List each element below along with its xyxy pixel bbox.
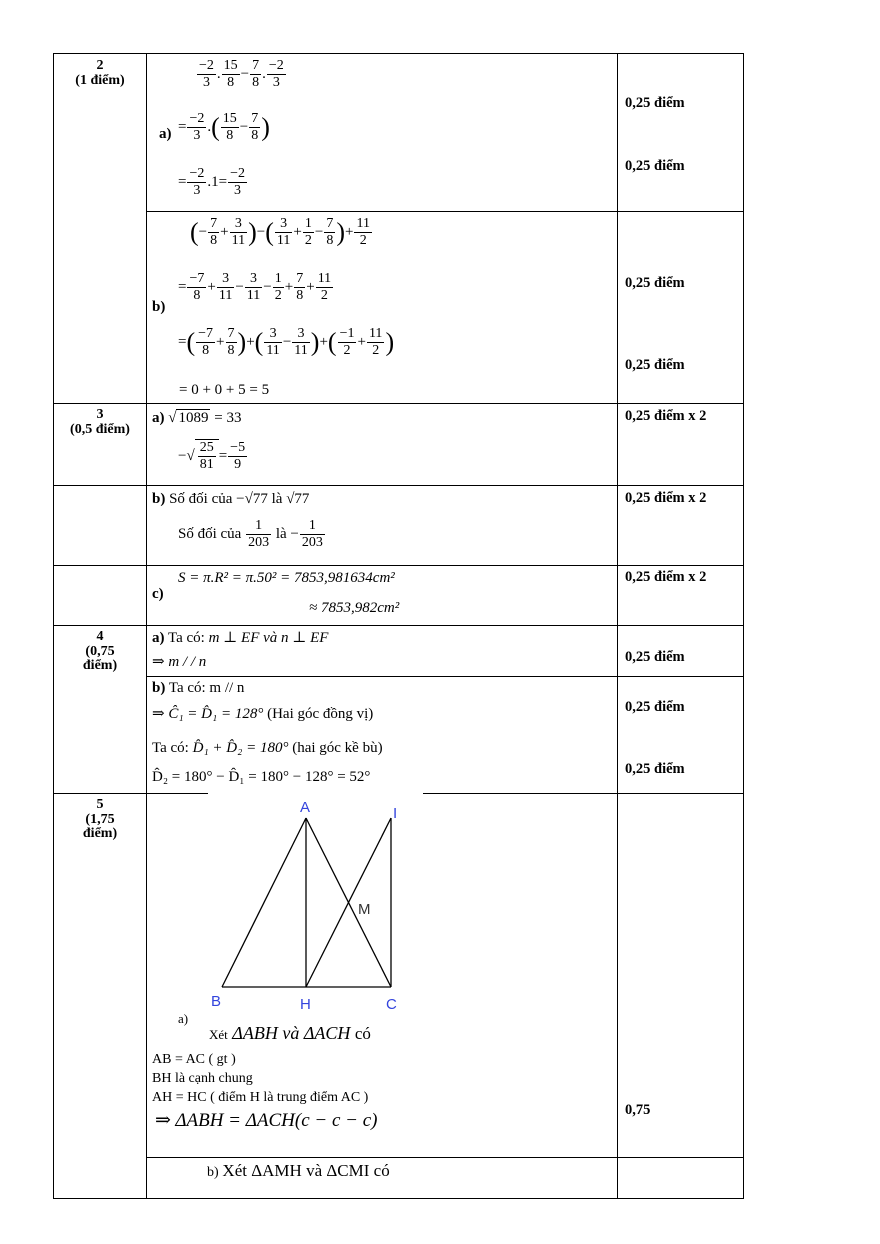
q3b-score: 0,25 điểm x 2	[625, 490, 707, 506]
q4a-score: 0,25 điểm	[625, 649, 685, 665]
label-m: M	[358, 901, 371, 918]
q3b-label: b)	[152, 491, 166, 507]
q5-points-1: (1,75	[85, 811, 115, 827]
table-border-col2	[146, 53, 147, 1199]
q5a-line1: AB = AC ( gt )	[152, 1052, 236, 1067]
q3b-line1-mid: là	[271, 491, 283, 507]
frac-m7-8b: $\frac{-7}{8}$	[198, 326, 214, 359]
frac-m2-3b: $\frac{-2}{3}$	[268, 58, 284, 91]
frac-15-8b: $\frac{15}{8}$	[222, 111, 237, 144]
q4b-line4: D̂₂ = 180° − D̂₁ = 180° − 128° = 52°	[152, 769, 371, 785]
q3b-line1	[152, 492, 309, 507]
frac-3-11e: $\frac{3}{11}$	[266, 326, 280, 359]
row-line-5-right	[423, 793, 744, 794]
q5a-score: 0,75	[625, 1102, 651, 1118]
q3b-line2-text: Số đối của	[178, 526, 242, 543]
frac-m1-2: $\frac{-1}{2}$	[339, 326, 355, 359]
q2b-line3: =( $\frac{-7}{8}$ + $\frac{7}{8}$ )+( $\frac{3}{11}$ − $\frac{3}{11}$ )+( $\frac{-1}{2}$ + $\frac{11}{2}$ )	[178, 326, 395, 359]
q2a-score-1: 0,25 điểm	[625, 95, 685, 111]
q2b-label: b)	[152, 299, 166, 315]
q4a-line1-math: m ⊥ EF và n ⊥ EF	[208, 630, 329, 646]
q5b-label: b)	[207, 1165, 219, 1180]
q3c-line2: ≈ 7853,982cm²	[309, 600, 400, 616]
q3b-line2: Số đối của $\frac{1}{203}$ là − $\frac{1}{203}$	[178, 518, 323, 551]
frac-m2-3d: $\frac{-2}{3}$	[189, 166, 205, 199]
table-border-left	[53, 53, 54, 1199]
label-h: H	[300, 996, 311, 1013]
q2b-line1: (− $\frac{7}{8}$ + $\frac{3}{11}$ )−( $\frac{3}{11}$ + $\frac{1}{2}$ − $\frac{7}{8}$ )+ $\frac{11}{2}$	[190, 216, 370, 249]
q4b-line2-math: ⇒ Ĉ₁ = D̂₁ = 128°	[152, 706, 264, 722]
q2a-line3: = $\frac{-2}{3}$ .1= $\frac{-2}{3}$	[178, 166, 245, 199]
frac-3-11: $\frac{3}{11}$	[231, 216, 246, 249]
frac-15-8: $\frac{15}{8}$	[223, 58, 238, 91]
q2a-line1: $\frac{-2}{3}$ . $\frac{15}{8}$ − $\frac{7}{8}$ . $\frac{-2}{3}$	[199, 58, 284, 91]
q5a-heading	[209, 1024, 371, 1042]
q3b-line1-val: −√77	[236, 491, 268, 507]
q4b-score-2: 0,25 điểm	[625, 761, 685, 777]
frac-25-81: $\frac{25}{81}$	[199, 440, 214, 473]
frac-1-203: $\frac{1}{203}$	[248, 518, 270, 551]
frac-3-11c: $\frac{3}{11}$	[218, 271, 233, 304]
q3-points: (0,5 điểm)	[70, 421, 130, 437]
q4b-line1-text: Ta có: m // n	[168, 680, 245, 696]
q4b-line3	[152, 741, 383, 756]
q2a-score-2: 0,25 điểm	[625, 158, 685, 174]
q3-number-cell	[55, 408, 145, 437]
q2-number-cell	[55, 59, 145, 88]
q3a-line2: −√ $\frac{25}{81}$ = $\frac{-5}{9}$	[178, 440, 246, 473]
q2b-line2: = $\frac{-7}{8}$ + $\frac{3}{11}$ − $\frac{3}{11}$ − $\frac{1}{2}$ + $\frac{7}{8}$ + $\frac{11}{2}$	[178, 271, 332, 304]
table-border-right	[743, 53, 744, 1199]
row-line-top	[53, 53, 744, 54]
frac-7-8d: $\frac{7}{8}$	[326, 216, 334, 249]
q2-number: 2	[96, 58, 104, 73]
q5-points-2: điểm)	[82, 826, 118, 842]
table-border-col3	[617, 53, 618, 1199]
q4a-line2: ⇒ m / / n	[152, 654, 207, 670]
q4b-score-1: 0,25 điểm	[625, 699, 685, 715]
q3a-label: a)	[152, 410, 165, 426]
q4b-line1	[152, 681, 244, 696]
q3b-line2-mid: là	[275, 526, 287, 543]
q3c-score: 0,25 điểm x 2	[625, 569, 707, 585]
frac-m7-8: $\frac{-7}{8}$	[189, 271, 205, 304]
row-line-3b	[53, 485, 744, 486]
label-a: A	[300, 799, 311, 816]
q5a-heading-end: có	[354, 1024, 371, 1043]
row-line-3	[53, 403, 744, 404]
frac-1-2b: $\frac{1}{2}$	[274, 271, 282, 304]
q3a-score: 0,25 điểm x 2	[625, 408, 707, 424]
q5-number: 5	[96, 797, 104, 812]
q3c-line1: S = π.R² = π.50² = 7853,981634cm²	[178, 570, 395, 586]
q2b-score-1: 0,25 điểm	[625, 275, 685, 291]
row-line-2b	[146, 211, 744, 212]
q3-number: 3	[96, 407, 104, 422]
row-line-bottom	[53, 1198, 744, 1199]
q4b-line2-note: (Hai góc đồng vị)	[267, 706, 374, 722]
frac-7-8b: $\frac{7}{8}$	[251, 111, 259, 144]
q4b-line3-text: Ta có:	[152, 740, 189, 756]
label-b: B	[211, 993, 222, 1010]
frac-3-11d: $\frac{3}{11}$	[246, 271, 261, 304]
q3b-line1-text: Số đối của	[169, 491, 233, 507]
row-line-4	[53, 625, 744, 626]
frac-m2-3e: $\frac{-2}{3}$	[230, 166, 245, 199]
frac-m2-3c: $\frac{-2}{3}$	[189, 111, 205, 144]
q5a-label: a)	[178, 1011, 189, 1026]
q5a-line4: ⇒ ΔABH = ΔACH(c − c − c)	[155, 1110, 378, 1131]
q5-number-cell	[55, 798, 145, 842]
frac-1-2: $\frac{1}{2}$	[304, 216, 312, 249]
row-line-4b	[146, 676, 744, 677]
triangle-figure	[200, 790, 430, 1020]
q5b-heading: Xét ΔAMH và ΔCMI có	[222, 1161, 390, 1180]
label-i: I	[393, 805, 398, 822]
frac-11-2b: $\frac{11}{2}$	[317, 271, 332, 304]
q4a-line1	[152, 631, 328, 646]
frac-3-11b: $\frac{3}{11}$	[276, 216, 291, 249]
q3b-line1-res: √77	[286, 491, 310, 507]
frac-11-2c: $\frac{11}{2}$	[368, 326, 383, 359]
q4b-line3-note: (hai góc kề bù)	[292, 740, 383, 756]
q2a-line2: = $\frac{-2}{3}$ .( $\frac{15}{8}$ − $\frac{7}{8}$ )	[178, 111, 270, 144]
q4b-label: b)	[152, 680, 166, 696]
q4b-line3-math: D̂₁ + D̂₂ = 180°	[192, 740, 289, 756]
q4-points-1: (0,75	[85, 643, 115, 659]
q4-number-cell	[55, 630, 145, 674]
frac-1-203b: $\frac{1}{203}$	[301, 518, 323, 551]
q4-points-2: điểm)	[82, 658, 118, 674]
q5b-line	[207, 1162, 390, 1180]
q2b-line4: = 0 + 0 + 5 = 5	[179, 382, 270, 398]
q2b-score-2: 0,25 điểm	[625, 357, 685, 373]
q3a-line1: a) √ 1089 = 33	[152, 410, 242, 426]
q2a-label: a)	[159, 126, 172, 142]
q5a-heading-text: Xét	[209, 1027, 228, 1042]
segment-ab	[222, 818, 306, 987]
frac-3-11f: $\frac{3}{11}$	[294, 326, 308, 359]
frac-7-8: $\frac{7}{8}$	[252, 58, 260, 91]
frac-m5-9: $\frac{-5}{9}$	[230, 440, 246, 473]
frac-7-8e: $\frac{7}{8}$	[296, 271, 304, 304]
q2-points: (1 điểm)	[75, 72, 125, 88]
q4b-line2	[152, 707, 373, 722]
q4a-label: a)	[152, 630, 165, 646]
q3c-label: c)	[152, 586, 164, 602]
row-line-3c	[53, 565, 744, 566]
q5a-line3: AH = HC ( điểm H là trung điểm AC )	[152, 1090, 369, 1105]
row-line-5	[53, 793, 208, 794]
frac-7-8c: $\frac{7}{8}$	[210, 216, 218, 249]
q4-number: 4	[96, 629, 104, 644]
frac-7-8f: $\frac{7}{8}$	[227, 326, 235, 359]
q5a-heading-math: ΔABH và ΔACH	[232, 1023, 351, 1043]
frac-11-2: $\frac{11}{2}$	[356, 216, 370, 249]
q5a-line2: BH là cạnh chung	[152, 1071, 253, 1086]
label-c: C	[386, 996, 397, 1013]
frac-m2-3: $\frac{-2}{3}$	[199, 58, 214, 91]
q4a-line1-text: Ta có:	[167, 630, 205, 646]
row-line-5b	[146, 1157, 744, 1158]
